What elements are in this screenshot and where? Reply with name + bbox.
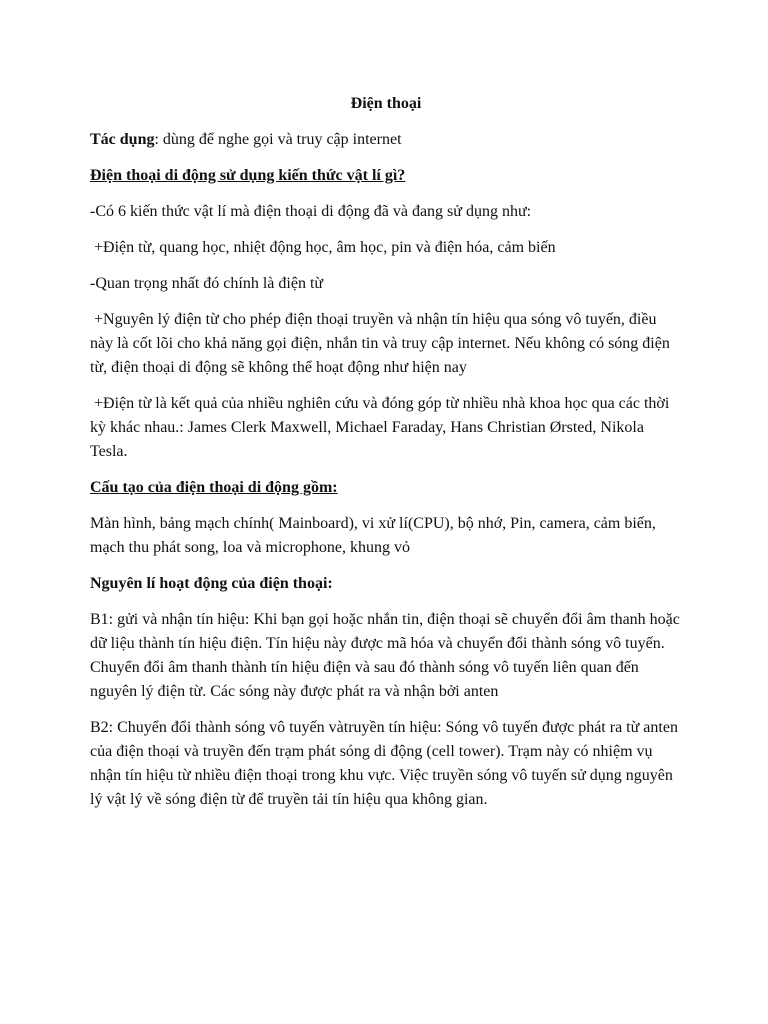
components-paragraph: Màn hình, bảng mạch chính( Mainboard), vi xử lí(CPU), bộ nhớ, Pin, camera, cảm biến, mạch thu phát song, loa và microphone, khung vỏ xyxy=(90,515,656,556)
usage-label: Tác dụng xyxy=(90,131,155,148)
step-b1-paragraph: B1: gửi và nhận tín hiệu: Khi bạn gọi hoặc nhắn tin, điện thoại sẽ chuyển đổi âm thanh hoặc dữ liệu thành tín hiệu điện. Tín hiệu này được mã hóa và chuyển đổi thành sóng vô tuyến. Chuyển đổi âm thanh thành tín hiệu điện và sau đó thành sóng vô tuyến liên quan đến nguyên lý điện từ. Các sóng này được phát ra và nhận bởi anten xyxy=(90,611,680,700)
operation-heading: Nguyên lí hoạt động của điện thoại: xyxy=(90,575,333,592)
document-page xyxy=(90,92,682,824)
six-fields-paragraph: -Có 6 kiến thức vật lí mà điện thoại di động đã và đang sử dụng như: xyxy=(90,203,532,220)
document-title: Điện thoại xyxy=(350,95,422,112)
step-b2-paragraph: B2: Chuyển đổi thành sóng vô tuyến vàtruyền tín hiệu: Sóng vô tuyến được phát ra từ anten của điện thoại và truyền đến trạm phát sóng di động (cell tower). Trạm này có nhiệm vụ nhận tín hiệu từ nhiều điện thoại trong khu vực. Việc truyền sóng vô tuyến sử dụng nguyên lý vật lý về sóng điện từ để truyền tải tín hiệu qua không gian. xyxy=(90,719,678,808)
physics-heading: Điện thoại di động sử dụng kiến thức vật lí gì? xyxy=(90,167,406,184)
fields-list-paragraph: +Điện từ, quang học, nhiệt động học, âm học, pin và điện hóa, cảm biến xyxy=(90,239,556,256)
structure-heading: Cấu tạo của điện thoại di động gồm: xyxy=(90,479,338,496)
usage-text: : dùng để nghe gọi và truy cập internet xyxy=(154,131,402,148)
usage-paragraph xyxy=(90,128,682,152)
most-important-paragraph: -Quan trọng nhất đó chính là điện từ xyxy=(90,275,324,292)
em-principle-paragraph: +Nguyên lý điện từ cho phép điện thoại truyền và nhận tín hiệu qua sóng vô tuyến, điều này là cốt lõi cho khả năng gọi điện, nhắn tin và truy cập internet. Nếu không có sóng điện từ, điện thoại di động sẽ không thể hoạt động như hiện nay xyxy=(90,311,674,376)
em-history-paragraph: +Điện từ là kết quả của nhiều nghiên cứu và đóng góp từ nhiều nhà khoa học qua các thời kỳ khác nhau.: James Clerk Maxwell, Michael Faraday, Hans Christian Ørsted, Nikola Tesla. xyxy=(90,395,674,460)
